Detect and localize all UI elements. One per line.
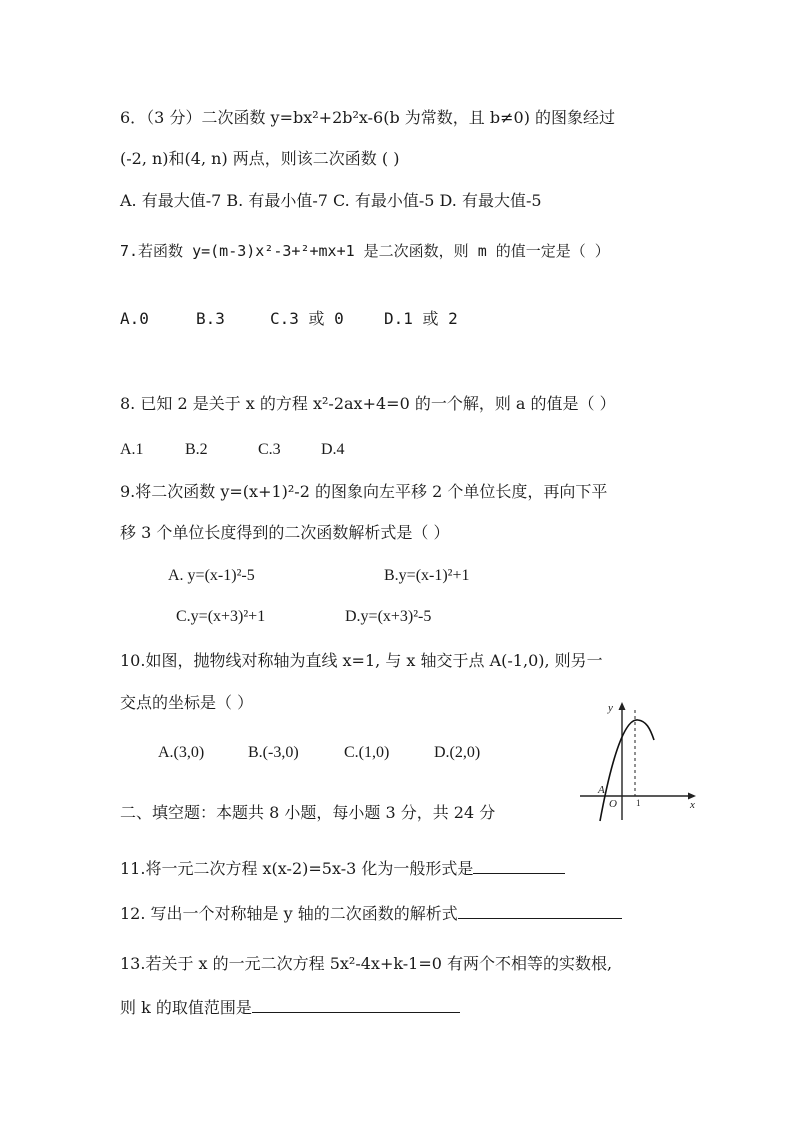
y-axis-arrow-icon: [619, 702, 626, 710]
q7-option-c: C.3 或 0: [270, 309, 344, 328]
q9-line1: 9.将二次函数 y=(x+1)²-2 的图象向左平移 2 个单位长度，再向下平: [120, 482, 608, 501]
q8-option-a: A.1: [120, 441, 144, 458]
q7-option-d: D.1 或 2: [384, 309, 458, 328]
q6-options: A. 有最大值-7 B. 有最小值-7 C. 有最小值-5 D. 有最大值-5: [120, 191, 542, 210]
q9-option-b: B.y=(x-1)²+1: [384, 567, 470, 584]
q9-option-d: D.y=(x+3)²-5: [345, 608, 432, 625]
q11-row: [120, 857, 565, 880]
tick-label-1: 1: [636, 798, 641, 808]
origin-label: O: [609, 798, 617, 810]
q7-option-b: B.3: [196, 309, 225, 328]
q8-option-d: D.4: [321, 441, 345, 458]
q8-option-c: C.3: [258, 441, 281, 458]
q9-option-c: C.y=(x+3)²+1: [176, 608, 266, 625]
q13-answer-blank[interactable]: [252, 996, 460, 1013]
q12-row: [120, 902, 622, 925]
q10-line1: 10.如图，抛物线对称轴为直线 x=1, 与 x 轴交于点 A(-1,0), 则另一: [120, 651, 603, 670]
section-2-title: 二、填空题：本题共 8 小题，每小题 3 分，共 24 分: [120, 803, 496, 822]
q11-answer-blank[interactable]: [473, 857, 565, 874]
q6-line1: 6．（3 分）二次函数 y=bx²+2b²x-6(b 为常数，且 b≠0) 的图象经过: [120, 108, 616, 127]
q6-line2: (-2, n)和(4, n) 两点，则该二次函数 ( ): [120, 149, 400, 168]
q8-option-b: B.2: [185, 441, 208, 458]
q11-stem: 11.将一元二次方程 x(x-2)=5x-3 化为一般形式是: [120, 859, 474, 878]
q13-line2: 则 k 的取值范围是: [120, 998, 252, 1017]
q12-stem: 12. 写出一个对称轴是 y 轴的二次函数的解析式: [120, 904, 458, 923]
q10-option-d: D.(2,0): [434, 744, 481, 761]
x-axis-label: x: [690, 799, 695, 811]
parabola-figure: [578, 696, 700, 824]
q9-line2: 移 3 个单位长度得到的二次函数解析式是（ ）: [120, 523, 450, 542]
q8-stem: 8. 已知 2 是关于 x 的方程 x²-2ax+4=0 的一个解，则 a 的值是（ ）: [120, 394, 616, 413]
q10-option-c: C.(1,0): [344, 744, 390, 761]
q10-option-b: B.(-3,0): [248, 744, 299, 761]
q7-stem: 7.若函数 y=(m-3)x²-3+²+mx+1 是二次函数，则 m 的值一定是（ ）: [120, 242, 610, 260]
y-axis-label: y: [608, 702, 613, 714]
q9-option-a: A. y=(x-1)²-5: [168, 567, 255, 584]
q12-answer-blank[interactable]: [458, 902, 622, 919]
q13-row: [120, 996, 460, 1019]
q10-line2: 交点的坐标是（ ）: [120, 693, 254, 712]
q7-option-a: A.0: [120, 309, 149, 328]
q13-line1: 13.若关于 x 的一元二次方程 5x²-4x+k-1=0 有两个不相等的实数根,: [120, 954, 613, 973]
q10-option-a: A.(3,0): [158, 744, 205, 761]
point-a-label: A: [598, 784, 605, 796]
